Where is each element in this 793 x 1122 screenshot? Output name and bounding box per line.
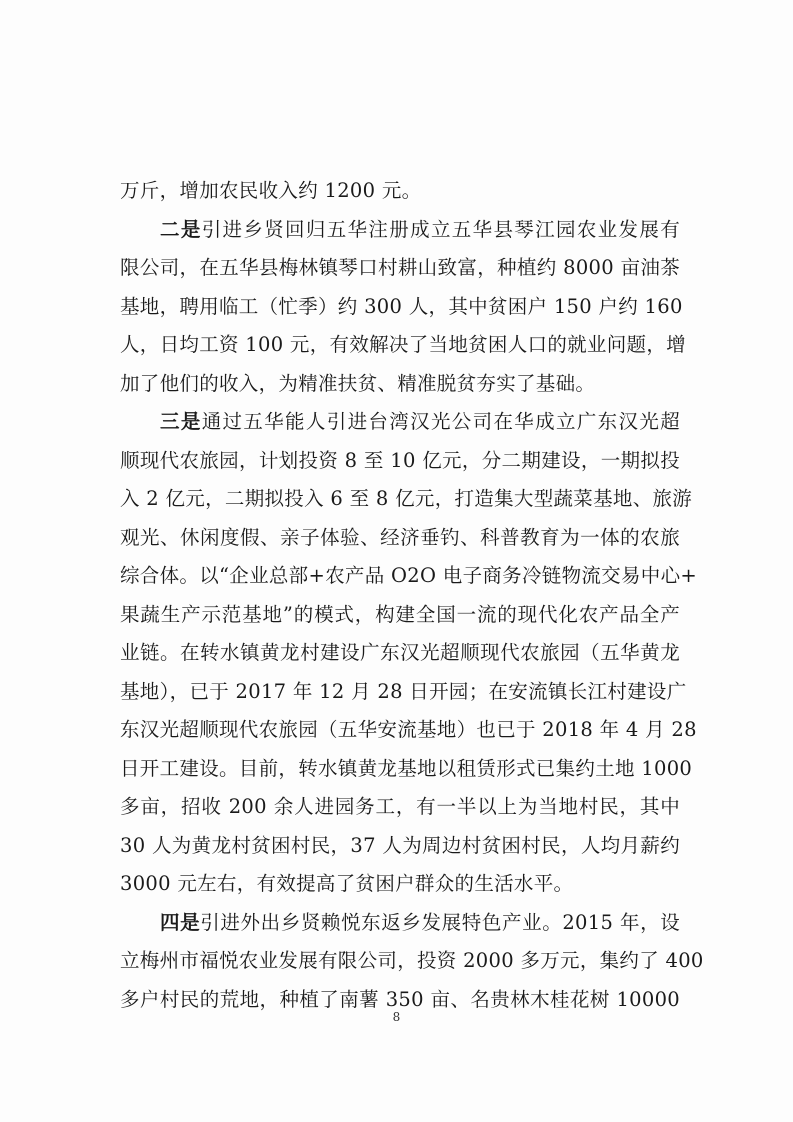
paragraph-2 bbox=[120, 211, 686, 404]
paragraph-line bbox=[120, 557, 698, 596]
paragraph-line bbox=[120, 211, 680, 250]
paragraph-line bbox=[120, 288, 683, 327]
line-text: 限公司，在五华县梅林镇琴口村耕山致富，种植约 8000 亩油茶 bbox=[120, 256, 680, 279]
line-text: 东汉光超顺现代农旅园（五华安流基地）也已于 2018 年 4 月 28 bbox=[120, 718, 697, 741]
paragraph-line bbox=[120, 750, 693, 789]
line-text: 引进乡贤回归五华注册成立五华县琴江园农业发展有 bbox=[201, 217, 680, 241]
line-text: 加了他们的收入，为精准扶贫、精准脱贫夯实了基础。 bbox=[120, 371, 596, 395]
paragraph-line bbox=[120, 827, 680, 866]
line-text: 30 人为黄龙村贫困村民，37 人为周边村贫困村民，人均月薪约 bbox=[120, 833, 680, 857]
page-number: 8 bbox=[392, 1010, 401, 1024]
paragraph-line bbox=[120, 326, 686, 365]
paragraph-line bbox=[120, 403, 680, 442]
line-text: 果蔬生产示范基地”的模式，构建全国一流的现代化农产品全产 bbox=[120, 602, 680, 626]
line-text: 入 2 亿元，二期拟投入 6 至 8 亿元，打造集大型蔬菜基地、旅游 bbox=[120, 487, 693, 510]
line-text: 基地，聘用临工（忙季）约 300 人，其中贫困户 150 户约 160 bbox=[120, 294, 683, 318]
paragraph-lead: 二是 bbox=[160, 217, 202, 241]
paragraph-lead: 三是 bbox=[160, 410, 202, 433]
line-text: 多亩，招收 200 余人进园务工，有一半以上为当地村民，其中 bbox=[120, 795, 680, 818]
paragraph-line bbox=[120, 788, 680, 827]
paragraph-1 bbox=[120, 172, 680, 211]
line-text: 综合体。以“企业总部+农产品 O2O 电子商务冷链物流交易中心+ bbox=[120, 564, 698, 587]
line-text: 业链。在转水镇黄龙村建设广东汉光超顺现代农旅园（五华黄龙 bbox=[120, 641, 680, 664]
paragraph-line bbox=[120, 904, 680, 943]
paragraph-line bbox=[120, 480, 693, 519]
paragraph-line bbox=[120, 442, 680, 481]
line-text: 3000 元左右，有效提高了贫困户群众的生活水平。 bbox=[120, 872, 574, 895]
line-text: 人，日均工资 100 元，有效解决了当地贫困人口的就业问题，增 bbox=[120, 333, 686, 356]
line-text: 多户村民的荒地，种植了南薯 350 亩、名贵林木桂花树 10000 bbox=[120, 987, 680, 1011]
paragraph-line bbox=[120, 865, 680, 904]
paragraph-line bbox=[120, 711, 697, 750]
paragraph-line bbox=[120, 596, 680, 635]
line-text: 通过五华能人引进台湾汉光公司在华成立广东汉光超 bbox=[201, 410, 680, 433]
paragraph-line bbox=[120, 942, 704, 981]
paragraph-line bbox=[120, 365, 680, 404]
paragraph-line bbox=[120, 673, 687, 712]
line-text: 引进外出乡贤赖悦东返乡发展特色产业。2015 年，设 bbox=[200, 910, 680, 934]
line-text: 观光、休闲度假、亲子体验、经济垂钓、科普教育为一体的农旅 bbox=[120, 525, 680, 549]
paragraph-3 bbox=[120, 403, 698, 904]
line-text: 日开工建设。目前，转水镇黄龙基地以租赁形式已集约土地 1000 bbox=[120, 756, 693, 780]
line-text: 基地），已于 2017 年 12 月 28 日开园；在安流镇长江村建设广 bbox=[120, 679, 687, 703]
paragraph-4 bbox=[120, 904, 704, 1020]
paragraph-lead: 四是 bbox=[160, 910, 201, 934]
paragraph-line bbox=[120, 634, 680, 673]
line-text: 顺现代农旅园，计划投资 8 至 10 亿元，分二期建设，一期拟投 bbox=[120, 448, 680, 472]
paragraph-line bbox=[120, 519, 680, 558]
line-text: 立梅州市福悦农业发展有限公司，投资 2000 多万元，集约了 400 bbox=[120, 949, 704, 972]
paragraph-line bbox=[120, 172, 680, 211]
document-body bbox=[120, 172, 704, 1019]
line-text: 万斤，增加农民收入约 1200 元。 bbox=[120, 179, 422, 202]
paragraph-line bbox=[120, 249, 680, 288]
